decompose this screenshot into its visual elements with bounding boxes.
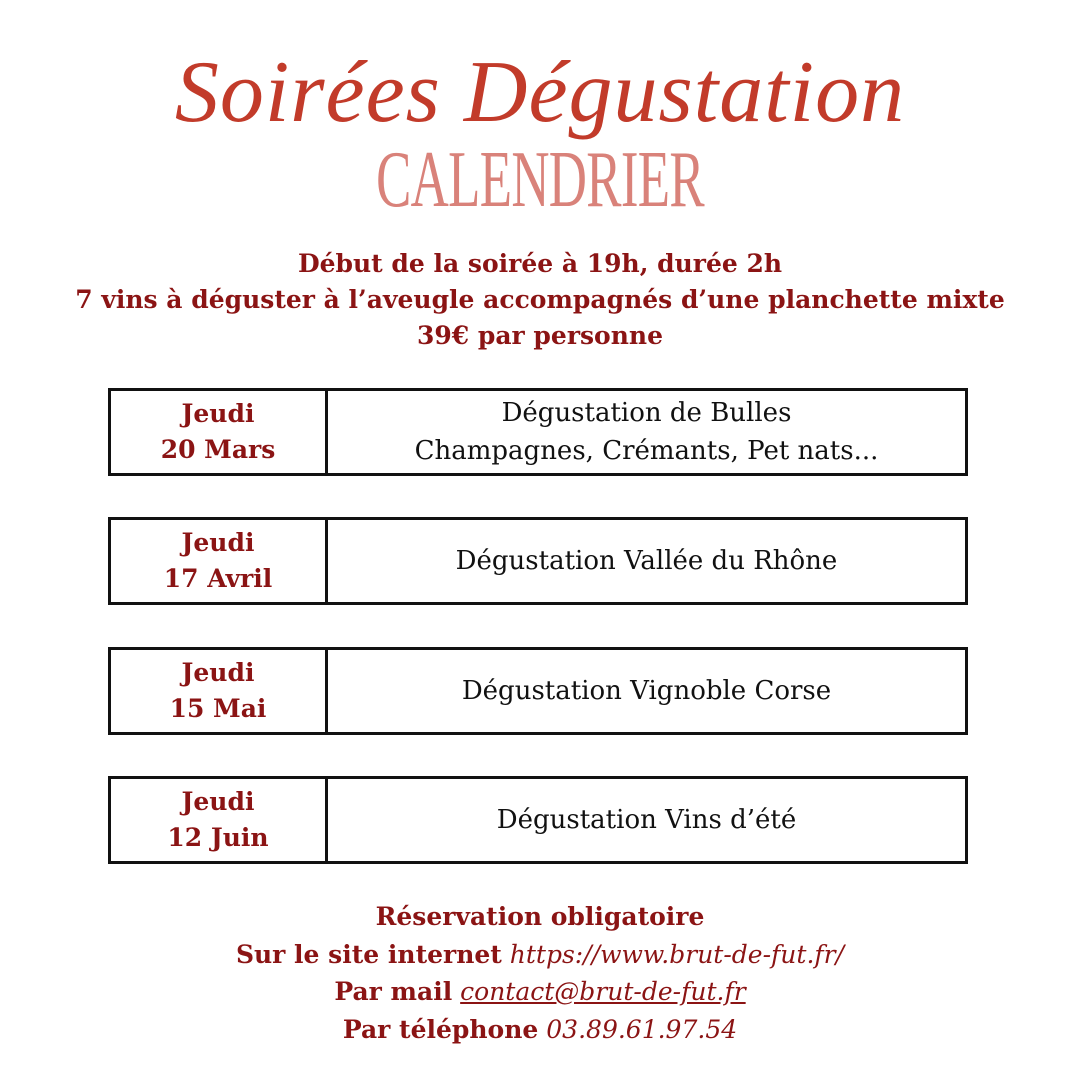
event-description bbox=[328, 391, 965, 473]
event-description bbox=[328, 520, 965, 602]
intro-block bbox=[0, 246, 1080, 354]
page-subtitle: CALENDRIER bbox=[376, 136, 704, 224]
event-row bbox=[108, 388, 968, 476]
event-title: Dégustation Vignoble Corse bbox=[461, 676, 832, 706]
event-title: Dégustation Vins d’été bbox=[496, 805, 797, 835]
event-date bbox=[111, 520, 328, 602]
event-date-value: 12 Juin bbox=[167, 823, 269, 852]
event-row bbox=[108, 517, 968, 605]
event-detail: Champagnes, Crémants, Pet nats... bbox=[414, 436, 879, 466]
event-date bbox=[111, 779, 328, 861]
reservation-heading: Réservation obligatoire bbox=[375, 902, 705, 931]
event-description bbox=[328, 650, 965, 732]
mail-link[interactable]: contact@brut-de-fut.fr bbox=[460, 977, 746, 1006]
event-date-value: 20 Mars bbox=[160, 435, 276, 464]
intro-price: 39€ par personne bbox=[416, 321, 663, 350]
website-link[interactable]: https://www.brut-de-fut.fr/ bbox=[509, 939, 845, 969]
event-day: Jeudi bbox=[181, 658, 255, 687]
website-label: Sur le site internet bbox=[235, 939, 502, 969]
event-description bbox=[328, 779, 965, 861]
reservation-block bbox=[0, 898, 1080, 1048]
intro-description: 7 vins à déguster à l’aveugle accompagnés d’une planchette mixte bbox=[75, 285, 1005, 314]
event-date bbox=[111, 391, 328, 473]
mail-label: Par mail bbox=[334, 977, 453, 1006]
page-title: Soirées Dégustation bbox=[174, 44, 906, 141]
intro-schedule: Début de la soirée à 19h, durée 2h bbox=[297, 249, 783, 278]
phone-label: Par téléphone bbox=[342, 1014, 539, 1044]
event-row bbox=[108, 776, 968, 864]
event-title: Dégustation de Bulles bbox=[501, 398, 792, 428]
event-day: Jeudi bbox=[181, 399, 255, 428]
event-row bbox=[108, 647, 968, 735]
event-title: Dégustation Vallée du Rhône bbox=[455, 546, 838, 576]
event-day: Jeudi bbox=[181, 528, 255, 557]
event-date-value: 15 Mai bbox=[169, 694, 267, 723]
event-date bbox=[111, 650, 328, 732]
event-day: Jeudi bbox=[181, 787, 255, 816]
event-date-value: 17 Avril bbox=[163, 564, 273, 593]
phone-number: 03.89.61.97.54 bbox=[546, 1014, 738, 1044]
